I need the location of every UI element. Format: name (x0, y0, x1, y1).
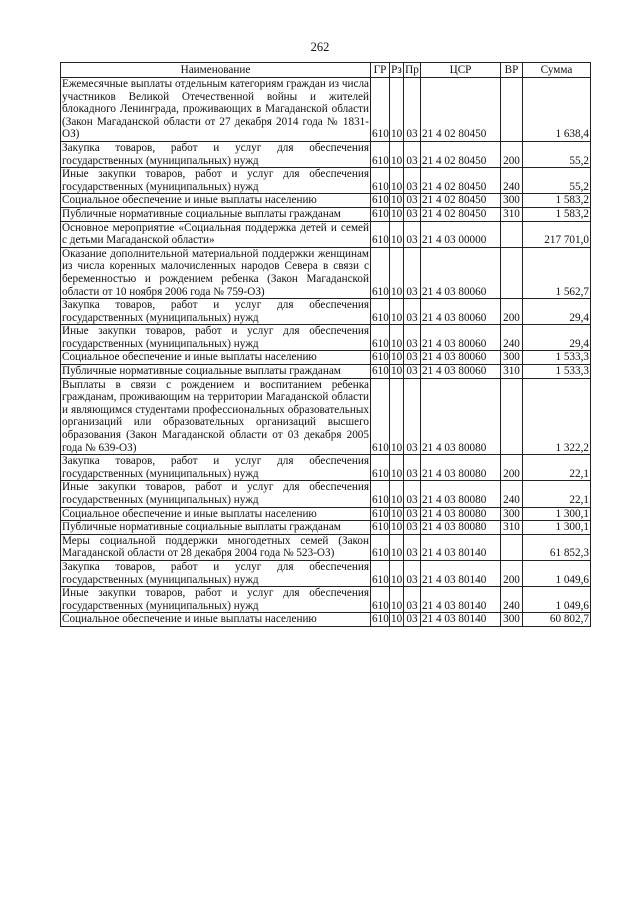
table-row (61, 365, 591, 379)
table-row (61, 481, 591, 507)
table-row (61, 299, 591, 325)
row-sum: 1 583,2 (523, 207, 591, 221)
table-row (61, 587, 591, 613)
row-sum: 55,2 (523, 141, 591, 167)
table-row (61, 455, 591, 481)
row-pr: 03 (404, 221, 421, 247)
row-csr: 21 4 03 80060 (421, 365, 501, 379)
row-csr: 21 4 03 80140 (421, 534, 501, 560)
row-pr: 03 (404, 168, 421, 194)
row-pr: 03 (404, 507, 421, 521)
row-sum: 1 533,3 (523, 365, 591, 379)
row-vr: 200 (501, 299, 523, 325)
table-header-row (61, 63, 591, 78)
table-row (61, 378, 591, 455)
row-vr: 200 (501, 141, 523, 167)
row-sum: 1 533,3 (523, 351, 591, 365)
table-row (61, 247, 591, 298)
row-vr: 200 (501, 560, 523, 586)
row-rz: 10 (390, 481, 404, 507)
row-pr: 03 (404, 325, 421, 351)
table-row (61, 521, 591, 535)
row-csr: 21 4 03 80080 (421, 455, 501, 481)
row-vr: 240 (501, 325, 523, 351)
row-pr: 03 (404, 247, 421, 298)
row-csr: 21 4 02 80450 (421, 78, 501, 142)
row-gr: 610 (371, 455, 390, 481)
row-sum: 29,4 (523, 299, 591, 325)
row-csr: 21 4 03 80080 (421, 481, 501, 507)
row-sum: 61 852,3 (523, 534, 591, 560)
row-name: Публичные нормативные социальные выплаты гражданам (61, 207, 371, 221)
header-csr: ЦСР (421, 63, 501, 78)
header-sum: Сумма (523, 63, 591, 78)
row-gr: 610 (371, 481, 390, 507)
row-rz: 10 (391, 207, 403, 220)
table-row (61, 613, 591, 627)
row-name: Социальное обеспечение и иные выплаты населению (61, 507, 371, 521)
row-pr: 03 (404, 378, 421, 455)
row-csr: 21 4 03 80140 (421, 560, 501, 586)
row-rz: 10 (390, 299, 404, 325)
row-rz: 10 (390, 378, 404, 455)
header-vr: ВР (501, 63, 523, 78)
table-row (61, 560, 591, 586)
row-name: Социальное обеспечение и иные выплаты населению (61, 351, 371, 365)
row-name: Иные закупки товаров, работ и услуг для обеспечения государственных (муниципальных) нужд (62, 325, 369, 350)
table-row (61, 194, 591, 208)
row-vr (501, 247, 523, 298)
row-gr: 610 (372, 365, 389, 378)
row-name: Иные закупки товаров, работ и услуг для обеспечения государственных (муниципальных) нужд (62, 168, 369, 193)
row-sum: 1 638,4 (523, 78, 591, 142)
table-row (61, 168, 591, 194)
row-sum: 29,4 (523, 325, 591, 351)
row-sum: 1 049,6 (523, 587, 591, 613)
row-rz: 10 (390, 78, 404, 142)
row-sum: 60 802,7 (523, 613, 591, 627)
row-name: Иные закупки товаров, работ и услуг для обеспечения государственных (муниципальных) нужд (62, 481, 369, 506)
row-rz: 10 (390, 560, 404, 586)
row-rz: 10 (391, 521, 403, 534)
row-vr: 200 (501, 455, 523, 481)
row-pr: 03 (404, 534, 421, 560)
row-pr: 03 (404, 587, 421, 613)
row-name: Закупка товаров, работ и услуг для обеспечения государственных (муниципальных) нужд (62, 455, 369, 480)
row-sum: 217 701,0 (523, 221, 591, 247)
row-name: Меры социальной поддержки многодетных семей (Закон Магаданской области от 28 декабря 2004 года № 523-ОЗ) (62, 534, 369, 560)
header-gr: ГР (371, 63, 390, 78)
row-name: Публичные нормативные социальные выплаты гражданам (61, 365, 371, 379)
row-csr: 21 4 03 00000 (421, 221, 501, 247)
row-gr: 610 (371, 299, 390, 325)
row-rz: 10 (390, 221, 404, 247)
row-csr: 21 4 02 80450 (421, 207, 501, 221)
row-rz: 10 (391, 351, 403, 364)
row-sum: 1 583,2 (523, 194, 591, 208)
row-vr: 310 (501, 365, 523, 379)
row-csr: 21 4 03 80060 (421, 247, 501, 298)
row-gr: 610 (371, 168, 390, 194)
table-row (61, 351, 591, 365)
row-pr: 03 (404, 351, 421, 365)
row-vr (501, 221, 523, 247)
row-name: Социальное обеспечение и иные выплаты населению (61, 613, 371, 627)
row-pr: 03 (404, 521, 421, 535)
row-gr: 610 (371, 78, 390, 142)
row-csr: 21 4 02 80450 (421, 168, 501, 194)
row-gr: 610 (371, 141, 390, 167)
row-name: Закупка товаров, работ и услуг для обеспечения государственных (муниципальных) нужд (62, 560, 369, 586)
row-rz: 10 (390, 141, 404, 167)
row-rz: 10 (391, 365, 403, 378)
row-pr: 03 (404, 78, 421, 142)
row-rz: 10 (390, 587, 404, 613)
header-rz: Рз (391, 63, 402, 76)
row-name: Социальное обеспечение и иные выплаты населению (61, 194, 371, 208)
row-pr: 03 (404, 481, 421, 507)
row-gr: 610 (372, 613, 389, 626)
row-csr: 21 4 03 80080 (421, 507, 501, 521)
table-row (61, 221, 591, 247)
header-name: Наименование (61, 63, 371, 78)
table-row (61, 207, 591, 221)
row-rz: 10 (390, 534, 404, 560)
table-row (61, 507, 591, 521)
row-pr: 03 (404, 141, 421, 167)
row-rz: 10 (391, 613, 403, 626)
row-csr: 21 4 03 80080 (421, 378, 501, 455)
row-csr: 21 4 03 80060 (421, 325, 501, 351)
row-vr: 310 (501, 207, 523, 221)
row-pr: 03 (404, 560, 421, 586)
row-name: Выплаты в связи с рождением и воспитанием ребенка гражданам, проживающим на территории Магаданской области и являющимся студентами профессиональных образовательных организаций или образовательных организаций высшего образования (Закон Магаданской области от 03 декабря 2005 года № 639-ОЗ) (62, 378, 369, 454)
row-rz: 10 (390, 455, 404, 481)
row-rz: 10 (390, 325, 404, 351)
row-gr: 610 (372, 207, 389, 220)
row-gr: 610 (372, 507, 389, 520)
row-name: Публичные нормативные социальные выплаты гражданам (61, 521, 371, 535)
row-csr: 21 4 03 80060 (421, 351, 501, 365)
row-gr: 610 (371, 587, 390, 613)
budget-table (60, 62, 591, 627)
row-csr: 21 4 03 80060 (421, 299, 501, 325)
row-pr: 03 (404, 299, 421, 325)
row-name: Иные закупки товаров, работ и услуг для обеспечения государственных (муниципальных) нужд (62, 587, 369, 612)
row-sum: 1 300,1 (523, 507, 591, 521)
row-gr: 610 (371, 325, 390, 351)
row-vr (501, 378, 523, 455)
row-rz: 10 (391, 507, 403, 520)
row-name: Ежемесячные выплаты отдельным категориям граждан из числа участников Великой Отечественной войны и жителей блокадного Ленинграда, проживающих в Магаданской области (Закон Магаданской области от 27 декабря 2014 года № 1831-ОЗ) (62, 78, 369, 141)
row-sum: 55,2 (523, 168, 591, 194)
row-vr: 240 (501, 168, 523, 194)
row-gr: 610 (371, 221, 390, 247)
row-gr: 610 (371, 534, 390, 560)
row-name: Оказание дополнительной материальной поддержки женщинам из числа коренных малочисленных народов Севера в связи с беременностью и рождением ребенка (Закон Магаданской области от 10 ноября 2006 года № 759-ОЗ) (62, 247, 369, 298)
row-pr: 03 (404, 207, 421, 221)
row-sum: 22,1 (523, 481, 591, 507)
row-pr: 03 (404, 194, 421, 208)
table-row (61, 78, 591, 142)
row-gr: 610 (371, 247, 390, 298)
row-csr: 21 4 02 80450 (421, 194, 501, 208)
row-csr: 21 4 02 80450 (421, 141, 501, 167)
row-vr (501, 78, 523, 142)
row-gr: 610 (371, 560, 390, 586)
table-row (61, 141, 591, 167)
row-gr: 610 (372, 521, 389, 534)
row-name: Закупка товаров, работ и услуг для обеспечения государственных (муниципальных) нужд (62, 141, 369, 167)
row-sum: 1 562,7 (523, 247, 591, 298)
row-sum: 1 049,6 (523, 560, 591, 586)
row-vr: 240 (501, 587, 523, 613)
row-rz: 10 (390, 168, 404, 194)
row-name: Закупка товаров, работ и услуг для обеспечения государственных (муниципальных) нужд (62, 299, 369, 324)
row-vr: 300 (501, 613, 523, 627)
row-vr: 300 (501, 507, 523, 521)
row-vr: 300 (501, 351, 523, 365)
header-pr: Пр (405, 63, 419, 76)
row-pr: 03 (404, 613, 421, 627)
table-row (61, 325, 591, 351)
row-vr (501, 534, 523, 560)
row-sum: 22,1 (523, 455, 591, 481)
row-gr: 610 (372, 194, 389, 207)
row-csr: 21 4 03 80140 (421, 613, 501, 627)
row-pr: 03 (404, 365, 421, 379)
row-vr: 310 (501, 521, 523, 535)
row-pr: 03 (404, 455, 421, 481)
row-vr: 300 (501, 194, 523, 208)
row-name: Основное мероприятие «Социальная поддержка детей и семей с детьми Магаданской области» (62, 221, 369, 247)
page-number: 262 (310, 40, 330, 54)
row-gr: 610 (372, 351, 389, 364)
row-rz: 10 (391, 194, 403, 207)
row-sum: 1 300,1 (523, 521, 591, 535)
row-rz: 10 (390, 247, 404, 298)
row-csr: 21 4 03 80140 (421, 587, 501, 613)
row-vr: 240 (501, 481, 523, 507)
table-row (61, 534, 591, 560)
row-gr: 610 (371, 378, 390, 455)
row-sum: 1 322,2 (523, 378, 591, 455)
row-csr: 21 4 03 80080 (421, 521, 501, 535)
